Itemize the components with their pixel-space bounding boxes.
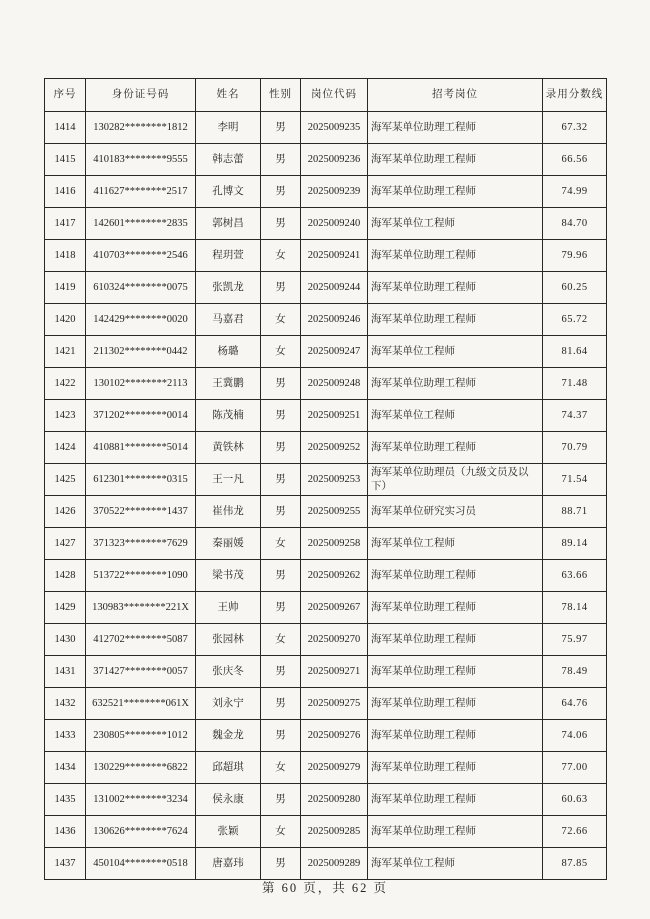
cell-name: 郭树昌 bbox=[196, 208, 261, 240]
cell-score: 88.71 bbox=[543, 496, 607, 528]
table-row bbox=[45, 816, 607, 848]
cell-job-title: 海军某单位助理工程师 bbox=[368, 368, 543, 400]
cell-gender: 男 bbox=[261, 144, 301, 176]
table-header-row bbox=[45, 79, 607, 112]
cell-name: 崔伟龙 bbox=[196, 496, 261, 528]
cell-serial: 1418 bbox=[45, 240, 86, 272]
cell-score: 78.49 bbox=[543, 656, 607, 688]
cell-serial: 1429 bbox=[45, 592, 86, 624]
cell-id-number: 410183********9555 bbox=[86, 144, 196, 176]
cell-job-title: 海军某单位助理员（九级文员及以下） bbox=[368, 464, 543, 496]
cell-id-number: 142429********0020 bbox=[86, 304, 196, 336]
table-row bbox=[45, 496, 607, 528]
cell-score: 71.48 bbox=[543, 368, 607, 400]
column-header-id-number: 身份证号码 bbox=[86, 79, 196, 112]
column-header-gender: 性别 bbox=[261, 79, 301, 112]
cell-gender: 男 bbox=[261, 784, 301, 816]
cell-job-title: 海军某单位助理工程师 bbox=[368, 560, 543, 592]
cell-id-number: 411627********2517 bbox=[86, 176, 196, 208]
cell-id-number: 131002********3234 bbox=[86, 784, 196, 816]
cell-job-title: 海军某单位工程师 bbox=[368, 336, 543, 368]
cell-id-number: 130983********221X bbox=[86, 592, 196, 624]
cell-serial: 1424 bbox=[45, 432, 86, 464]
cell-job-code: 2025009271 bbox=[301, 656, 368, 688]
table-row bbox=[45, 432, 607, 464]
column-header-name: 姓名 bbox=[196, 79, 261, 112]
cell-gender: 男 bbox=[261, 432, 301, 464]
cell-serial: 1423 bbox=[45, 400, 86, 432]
cell-job-title: 海军某单位助理工程师 bbox=[368, 816, 543, 848]
cell-gender: 男 bbox=[261, 496, 301, 528]
cell-name: 邱超琪 bbox=[196, 752, 261, 784]
column-header-score: 录用分数线 bbox=[543, 79, 607, 112]
cell-serial: 1435 bbox=[45, 784, 86, 816]
cell-gender: 女 bbox=[261, 816, 301, 848]
cell-id-number: 513722********1090 bbox=[86, 560, 196, 592]
cell-job-code: 2025009248 bbox=[301, 368, 368, 400]
cell-job-code: 2025009253 bbox=[301, 464, 368, 496]
table-row bbox=[45, 400, 607, 432]
cell-name: 李明 bbox=[196, 112, 261, 144]
cell-id-number: 130229********6822 bbox=[86, 752, 196, 784]
table-row bbox=[45, 688, 607, 720]
cell-job-title: 海军某单位助理工程师 bbox=[368, 720, 543, 752]
cell-id-number: 412702********5087 bbox=[86, 624, 196, 656]
cell-score: 74.99 bbox=[543, 176, 607, 208]
cell-serial: 1434 bbox=[45, 752, 86, 784]
cell-serial: 1431 bbox=[45, 656, 86, 688]
cell-serial: 1422 bbox=[45, 368, 86, 400]
cell-gender: 男 bbox=[261, 464, 301, 496]
cell-name: 杨璐 bbox=[196, 336, 261, 368]
cell-job-code: 2025009241 bbox=[301, 240, 368, 272]
cell-gender: 女 bbox=[261, 304, 301, 336]
cell-gender: 男 bbox=[261, 272, 301, 304]
cell-score: 74.06 bbox=[543, 720, 607, 752]
cell-score: 70.79 bbox=[543, 432, 607, 464]
cell-name: 韩志蕾 bbox=[196, 144, 261, 176]
cell-id-number: 211302********0442 bbox=[86, 336, 196, 368]
cell-score: 75.97 bbox=[543, 624, 607, 656]
page-number-footer: 第 60 页，共 62 页 bbox=[261, 881, 388, 895]
cell-id-number: 370522********1437 bbox=[86, 496, 196, 528]
cell-id-number: 410703********2546 bbox=[86, 240, 196, 272]
cell-gender: 男 bbox=[261, 368, 301, 400]
table-row bbox=[45, 464, 607, 496]
cell-gender: 男 bbox=[261, 208, 301, 240]
cell-job-code: 2025009244 bbox=[301, 272, 368, 304]
table-row bbox=[45, 592, 607, 624]
cell-name: 张凯龙 bbox=[196, 272, 261, 304]
cell-score: 84.70 bbox=[543, 208, 607, 240]
table-row bbox=[45, 656, 607, 688]
table-row bbox=[45, 208, 607, 240]
cell-score: 81.64 bbox=[543, 336, 607, 368]
cell-score: 78.14 bbox=[543, 592, 607, 624]
cell-score: 89.14 bbox=[543, 528, 607, 560]
cell-score: 77.00 bbox=[543, 752, 607, 784]
cell-job-code: 2025009255 bbox=[301, 496, 368, 528]
cell-gender: 女 bbox=[261, 336, 301, 368]
table-row bbox=[45, 144, 607, 176]
cell-job-code: 2025009289 bbox=[301, 848, 368, 880]
cell-job-code: 2025009262 bbox=[301, 560, 368, 592]
cell-job-title: 海军某单位助理工程师 bbox=[368, 592, 543, 624]
column-header-serial: 序号 bbox=[45, 79, 86, 112]
cell-serial: 1436 bbox=[45, 816, 86, 848]
cell-gender: 男 bbox=[261, 176, 301, 208]
cell-job-title: 海军某单位助理工程师 bbox=[368, 112, 543, 144]
cell-job-title: 海军某单位助理工程师 bbox=[368, 176, 543, 208]
cell-score: 87.85 bbox=[543, 848, 607, 880]
cell-gender: 女 bbox=[261, 624, 301, 656]
cell-name: 黄铁林 bbox=[196, 432, 261, 464]
cell-job-code: 2025009275 bbox=[301, 688, 368, 720]
cell-score: 74.37 bbox=[543, 400, 607, 432]
cell-id-number: 371427********0057 bbox=[86, 656, 196, 688]
cell-serial: 1433 bbox=[45, 720, 86, 752]
cell-serial: 1437 bbox=[45, 848, 86, 880]
cell-name: 程玥萱 bbox=[196, 240, 261, 272]
table-row bbox=[45, 240, 607, 272]
cell-gender: 男 bbox=[261, 400, 301, 432]
cell-job-title: 海军某单位助理工程师 bbox=[368, 784, 543, 816]
cell-serial: 1414 bbox=[45, 112, 86, 144]
cell-id-number: 450104********0518 bbox=[86, 848, 196, 880]
table-row bbox=[45, 848, 607, 880]
cell-id-number: 632521********061X bbox=[86, 688, 196, 720]
cell-name: 唐嘉玮 bbox=[196, 848, 261, 880]
cell-serial: 1427 bbox=[45, 528, 86, 560]
cell-id-number: 230805********1012 bbox=[86, 720, 196, 752]
cell-job-title: 海军某单位工程师 bbox=[368, 848, 543, 880]
cell-score: 60.25 bbox=[543, 272, 607, 304]
cell-serial: 1421 bbox=[45, 336, 86, 368]
cell-serial: 1432 bbox=[45, 688, 86, 720]
cell-job-title: 海军某单位助理工程师 bbox=[368, 144, 543, 176]
cell-gender: 男 bbox=[261, 688, 301, 720]
cell-gender: 男 bbox=[261, 656, 301, 688]
table-row bbox=[45, 112, 607, 144]
cell-name: 王帅 bbox=[196, 592, 261, 624]
table-row bbox=[45, 624, 607, 656]
cell-job-title: 海军某单位研究实习员 bbox=[368, 496, 543, 528]
cell-serial: 1419 bbox=[45, 272, 86, 304]
table-row bbox=[45, 336, 607, 368]
cell-job-code: 2025009252 bbox=[301, 432, 368, 464]
cell-score: 79.96 bbox=[543, 240, 607, 272]
table-row bbox=[45, 528, 607, 560]
cell-job-code: 2025009276 bbox=[301, 720, 368, 752]
cell-job-code: 2025009235 bbox=[301, 112, 368, 144]
cell-name: 马嘉君 bbox=[196, 304, 261, 336]
cell-serial: 1426 bbox=[45, 496, 86, 528]
cell-score: 60.63 bbox=[543, 784, 607, 816]
cell-score: 64.76 bbox=[543, 688, 607, 720]
cell-job-code: 2025009247 bbox=[301, 336, 368, 368]
cell-gender: 男 bbox=[261, 560, 301, 592]
cell-job-code: 2025009279 bbox=[301, 752, 368, 784]
table-row bbox=[45, 272, 607, 304]
cell-gender: 女 bbox=[261, 240, 301, 272]
cell-name: 陈茂楠 bbox=[196, 400, 261, 432]
cell-gender: 男 bbox=[261, 112, 301, 144]
cell-score: 66.56 bbox=[543, 144, 607, 176]
cell-name: 张园林 bbox=[196, 624, 261, 656]
cell-serial: 1420 bbox=[45, 304, 86, 336]
cell-score: 65.72 bbox=[543, 304, 607, 336]
cell-gender: 男 bbox=[261, 720, 301, 752]
table-row bbox=[45, 368, 607, 400]
cell-name: 孔博文 bbox=[196, 176, 261, 208]
recruitment-score-table bbox=[44, 78, 607, 880]
table-row bbox=[45, 304, 607, 336]
table-row bbox=[45, 784, 607, 816]
cell-job-title: 海军某单位助理工程师 bbox=[368, 240, 543, 272]
cell-job-title: 海军某单位助理工程师 bbox=[368, 688, 543, 720]
cell-job-title: 海军某单位助理工程师 bbox=[368, 656, 543, 688]
column-header-job-code: 岗位代码 bbox=[301, 79, 368, 112]
cell-job-code: 2025009251 bbox=[301, 400, 368, 432]
cell-id-number: 371202********0014 bbox=[86, 400, 196, 432]
table-row bbox=[45, 560, 607, 592]
cell-serial: 1425 bbox=[45, 464, 86, 496]
cell-job-title: 海军某单位工程师 bbox=[368, 528, 543, 560]
cell-gender: 男 bbox=[261, 848, 301, 880]
cell-score: 72.66 bbox=[543, 816, 607, 848]
cell-serial: 1416 bbox=[45, 176, 86, 208]
cell-name: 张庆冬 bbox=[196, 656, 261, 688]
cell-name: 梁书茂 bbox=[196, 560, 261, 592]
cell-job-code: 2025009258 bbox=[301, 528, 368, 560]
cell-job-title: 海军某单位工程师 bbox=[368, 208, 543, 240]
cell-job-code: 2025009239 bbox=[301, 176, 368, 208]
cell-name: 侯永康 bbox=[196, 784, 261, 816]
table-row bbox=[45, 176, 607, 208]
cell-serial: 1415 bbox=[45, 144, 86, 176]
cell-serial: 1430 bbox=[45, 624, 86, 656]
table-row bbox=[45, 720, 607, 752]
cell-job-code: 2025009267 bbox=[301, 592, 368, 624]
cell-name: 王一凡 bbox=[196, 464, 261, 496]
cell-id-number: 610324********0075 bbox=[86, 272, 196, 304]
cell-serial: 1417 bbox=[45, 208, 86, 240]
cell-job-code: 2025009236 bbox=[301, 144, 368, 176]
cell-score: 71.54 bbox=[543, 464, 607, 496]
cell-gender: 女 bbox=[261, 752, 301, 784]
cell-job-code: 2025009240 bbox=[301, 208, 368, 240]
cell-job-code: 2025009280 bbox=[301, 784, 368, 816]
table-row bbox=[45, 752, 607, 784]
cell-job-code: 2025009246 bbox=[301, 304, 368, 336]
cell-id-number: 130102********2113 bbox=[86, 368, 196, 400]
cell-job-code: 2025009285 bbox=[301, 816, 368, 848]
cell-name: 王冀鹏 bbox=[196, 368, 261, 400]
cell-job-title: 海军某单位助理工程师 bbox=[368, 304, 543, 336]
cell-gender: 女 bbox=[261, 528, 301, 560]
cell-job-code: 2025009270 bbox=[301, 624, 368, 656]
cell-gender: 男 bbox=[261, 592, 301, 624]
cell-name: 张颖 bbox=[196, 816, 261, 848]
cell-job-title: 海军某单位助理工程师 bbox=[368, 432, 543, 464]
cell-job-title: 海军某单位助理工程师 bbox=[368, 272, 543, 304]
cell-name: 刘永宁 bbox=[196, 688, 261, 720]
cell-id-number: 130626********7624 bbox=[86, 816, 196, 848]
column-header-job-title: 招考岗位 bbox=[368, 79, 543, 112]
cell-id-number: 612301********0315 bbox=[86, 464, 196, 496]
cell-name: 秦丽媛 bbox=[196, 528, 261, 560]
cell-job-title: 海军某单位助理工程师 bbox=[368, 752, 543, 784]
cell-job-title: 海军某单位助理工程师 bbox=[368, 624, 543, 656]
cell-name: 魏金龙 bbox=[196, 720, 261, 752]
cell-id-number: 130282********1812 bbox=[86, 112, 196, 144]
cell-score: 67.32 bbox=[543, 112, 607, 144]
cell-job-title: 海军某单位工程师 bbox=[368, 400, 543, 432]
cell-score: 63.66 bbox=[543, 560, 607, 592]
cell-id-number: 410881********5014 bbox=[86, 432, 196, 464]
cell-id-number: 371323********7629 bbox=[86, 528, 196, 560]
cell-serial: 1428 bbox=[45, 560, 86, 592]
cell-id-number: 142601********2835 bbox=[86, 208, 196, 240]
